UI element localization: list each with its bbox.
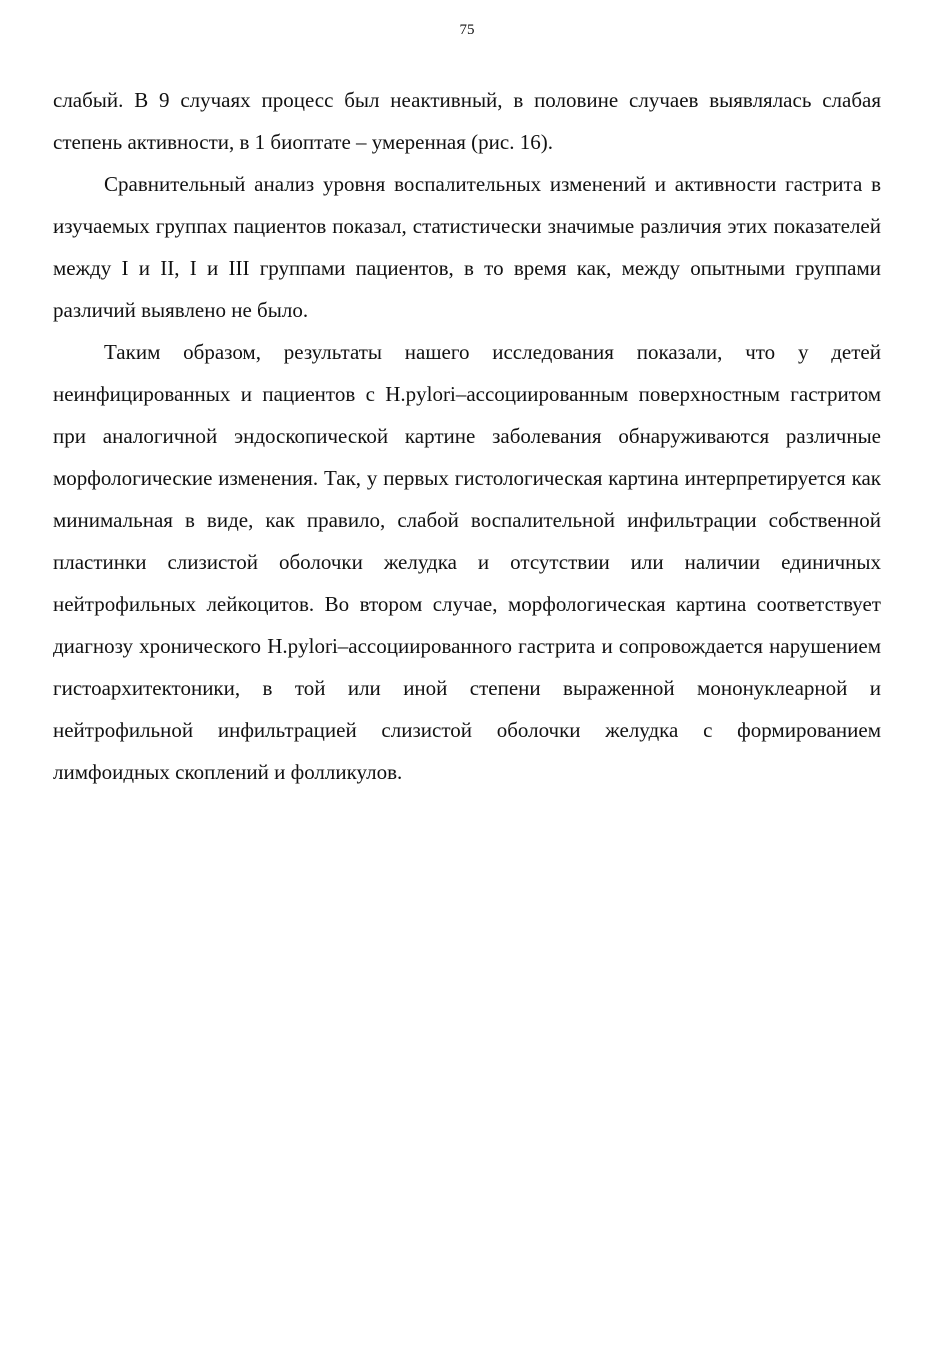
paragraph-comparative-analysis: Сравнительный анализ уровня воспалительных изменений и активности гастрита в изучаемых группах пациентов показал, статистически значимые различия этих показателей между I и II, I и III группами пациентов, в то время как, между опытными группами различий выявлено не было.: [53, 172, 881, 322]
paragraph-continuation: слабый. В 9 случаях процесс был неактивный, в половине случаев выявлялась слабая степень активности, в 1 биоптате – умеренная (рис. 16).: [53, 88, 881, 154]
page-number: 75: [459, 22, 475, 38]
paragraph-conclusion: Таким образом, результаты нашего исследования показали, что у детей неинфицированных и пациентов с H.pylori–ассоциированным поверхностным гастритом при аналогичной эндоскопической картине заболевания обнаруживаются различные морфологические изменения. Так, у первых гистологическая картина интерпретируется как минимальная в виде, как правило, слабой воспалительной инфильтрации собственной пластинки слизистой оболочки желудка и отсутствии или наличии единичных нейтрофильных лейкоцитов. Во втором случае, морфологическая картина соответствует диагнозу хронического H.pylori–ассоциированного гастрита и сопровождается нарушением гистоархитектоники, в той или иной степени выраженной мононуклеарной и нейтрофильной инфильтрацией слизистой оболочки желудка с формированием лимфоидных скоплений и фолликулов.: [53, 340, 881, 784]
document-body: [53, 79, 881, 793]
